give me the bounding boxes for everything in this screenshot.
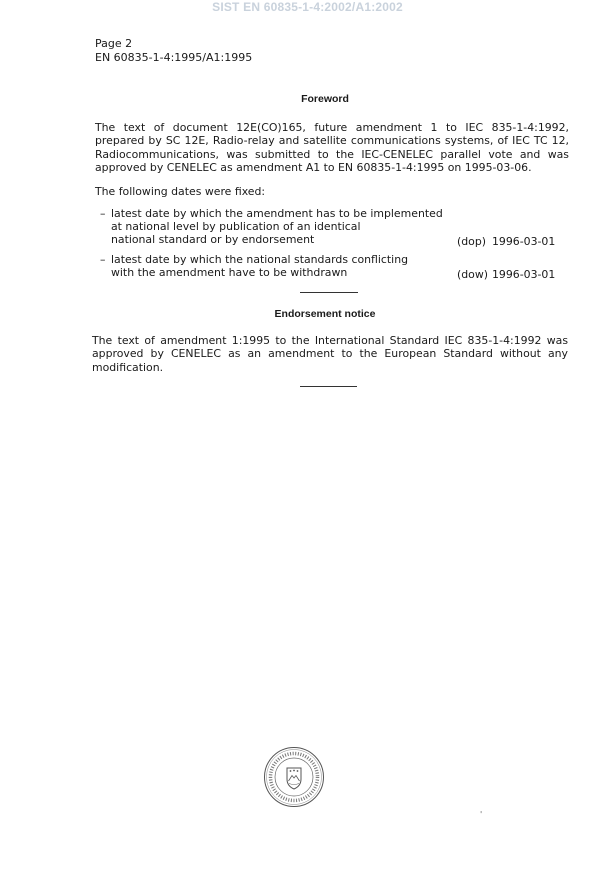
list-dash: – [100,207,106,220]
page-number: Page 2 [95,37,133,50]
document-watermark: SIST EN 60835-1-4:2002/A1:2002 [212,0,403,14]
dates-intro: The following dates were fixed: [95,185,266,198]
section-divider [300,292,358,293]
foreword-heading: Foreword [301,93,349,105]
date-item-line: national standard or by endorsement [111,233,315,246]
endorsement-paragraph: The text of amendment 1:1995 to the International Standard IEC 835-1-4:1992 was approved by CENELEC as an amendment to the European Standard without any modification. [92,334,568,374]
stray-mark: ' [480,810,483,819]
official-seal-stamp [263,746,325,808]
date-item-line: latest date by which the national standards conflicting [111,253,409,266]
date-value: 1996-03-01 [492,235,556,248]
date-item-line: at national level by publication of an identical [111,220,361,233]
list-dash: – [100,253,106,266]
endorsement-heading: Endorsement notice [274,308,376,320]
date-code: (dow) [457,268,488,281]
date-item-line: latest date by which the amendment has to be implemented [111,207,443,220]
foreword-paragraph: The text of document 12E(CO)165, future amendment 1 to IEC 835-1-4:1992, prepared by SC 12E, Radio-relay and satellite communications systems, of IEC TC 12, Radiocommunications, was submitted to the IEC-CENELEC parallel vote and was approved by CENELEC as amendment A1 to EN 60835-1-4:1995 on 1995-03-06. [95,121,569,175]
date-item-line: with the amendment have to be withdrawn [111,266,348,279]
date-value: 1996-03-01 [492,268,556,281]
end-divider [300,386,357,387]
document-reference: EN 60835-1-4:1995/A1:1995 [95,50,253,64]
date-code: (dop) [457,235,486,248]
page-header [95,37,252,64]
